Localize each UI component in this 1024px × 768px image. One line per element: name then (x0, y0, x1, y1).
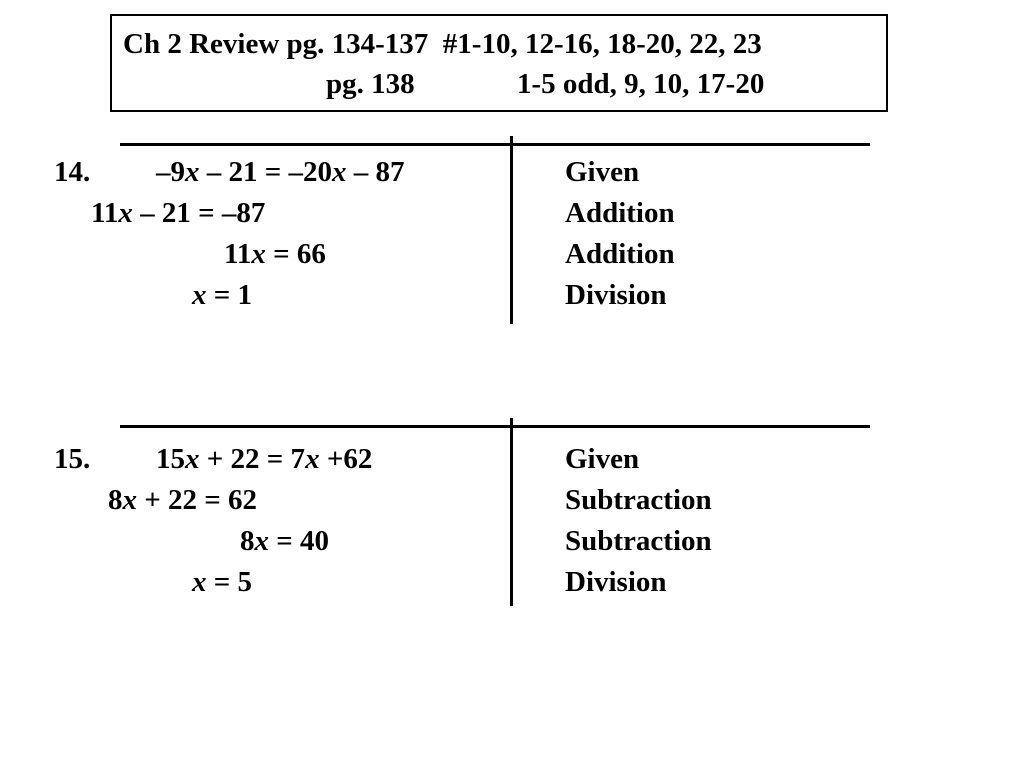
assignment-problems-2: 1-5 odd, 9, 10, 17-20 (517, 68, 765, 100)
reason-label: Given (565, 443, 640, 475)
reason-label: Given (565, 156, 640, 188)
proof-table-top-line (120, 143, 870, 146)
reason-label: Subtraction (565, 525, 712, 557)
assignment-line-1: Ch 2 Review pg. 134-137 #1-10, 12-16, 18-20, 22, 23 (123, 28, 762, 60)
proof-table-divider (510, 136, 513, 324)
assignment-pages-2: pg. 138 (326, 68, 415, 100)
equation-step: 8x = 40 (240, 525, 330, 557)
equation-step: 8x + 22 = 62 (108, 484, 258, 516)
equation-step: 11x – 21 = –87 (91, 197, 266, 229)
reason-label: Division (565, 566, 667, 598)
equation-step: 15x + 22 = 7x +62 (156, 443, 373, 475)
problem-number: 15. (54, 443, 91, 475)
proof-table-divider (510, 418, 513, 606)
equation-step: –9x – 21 = –20x – 87 (156, 156, 405, 188)
reason-label: Addition (565, 238, 675, 270)
proof-table-top-line (120, 425, 870, 428)
problem-number: 14. (54, 156, 91, 188)
equation-step: x = 5 (192, 566, 253, 598)
reason-label: Division (565, 279, 667, 311)
reason-label: Addition (565, 197, 675, 229)
reason-label: Subtraction (565, 484, 712, 516)
equation-step: x = 1 (192, 279, 253, 311)
equation-step: 11x = 66 (224, 238, 326, 270)
